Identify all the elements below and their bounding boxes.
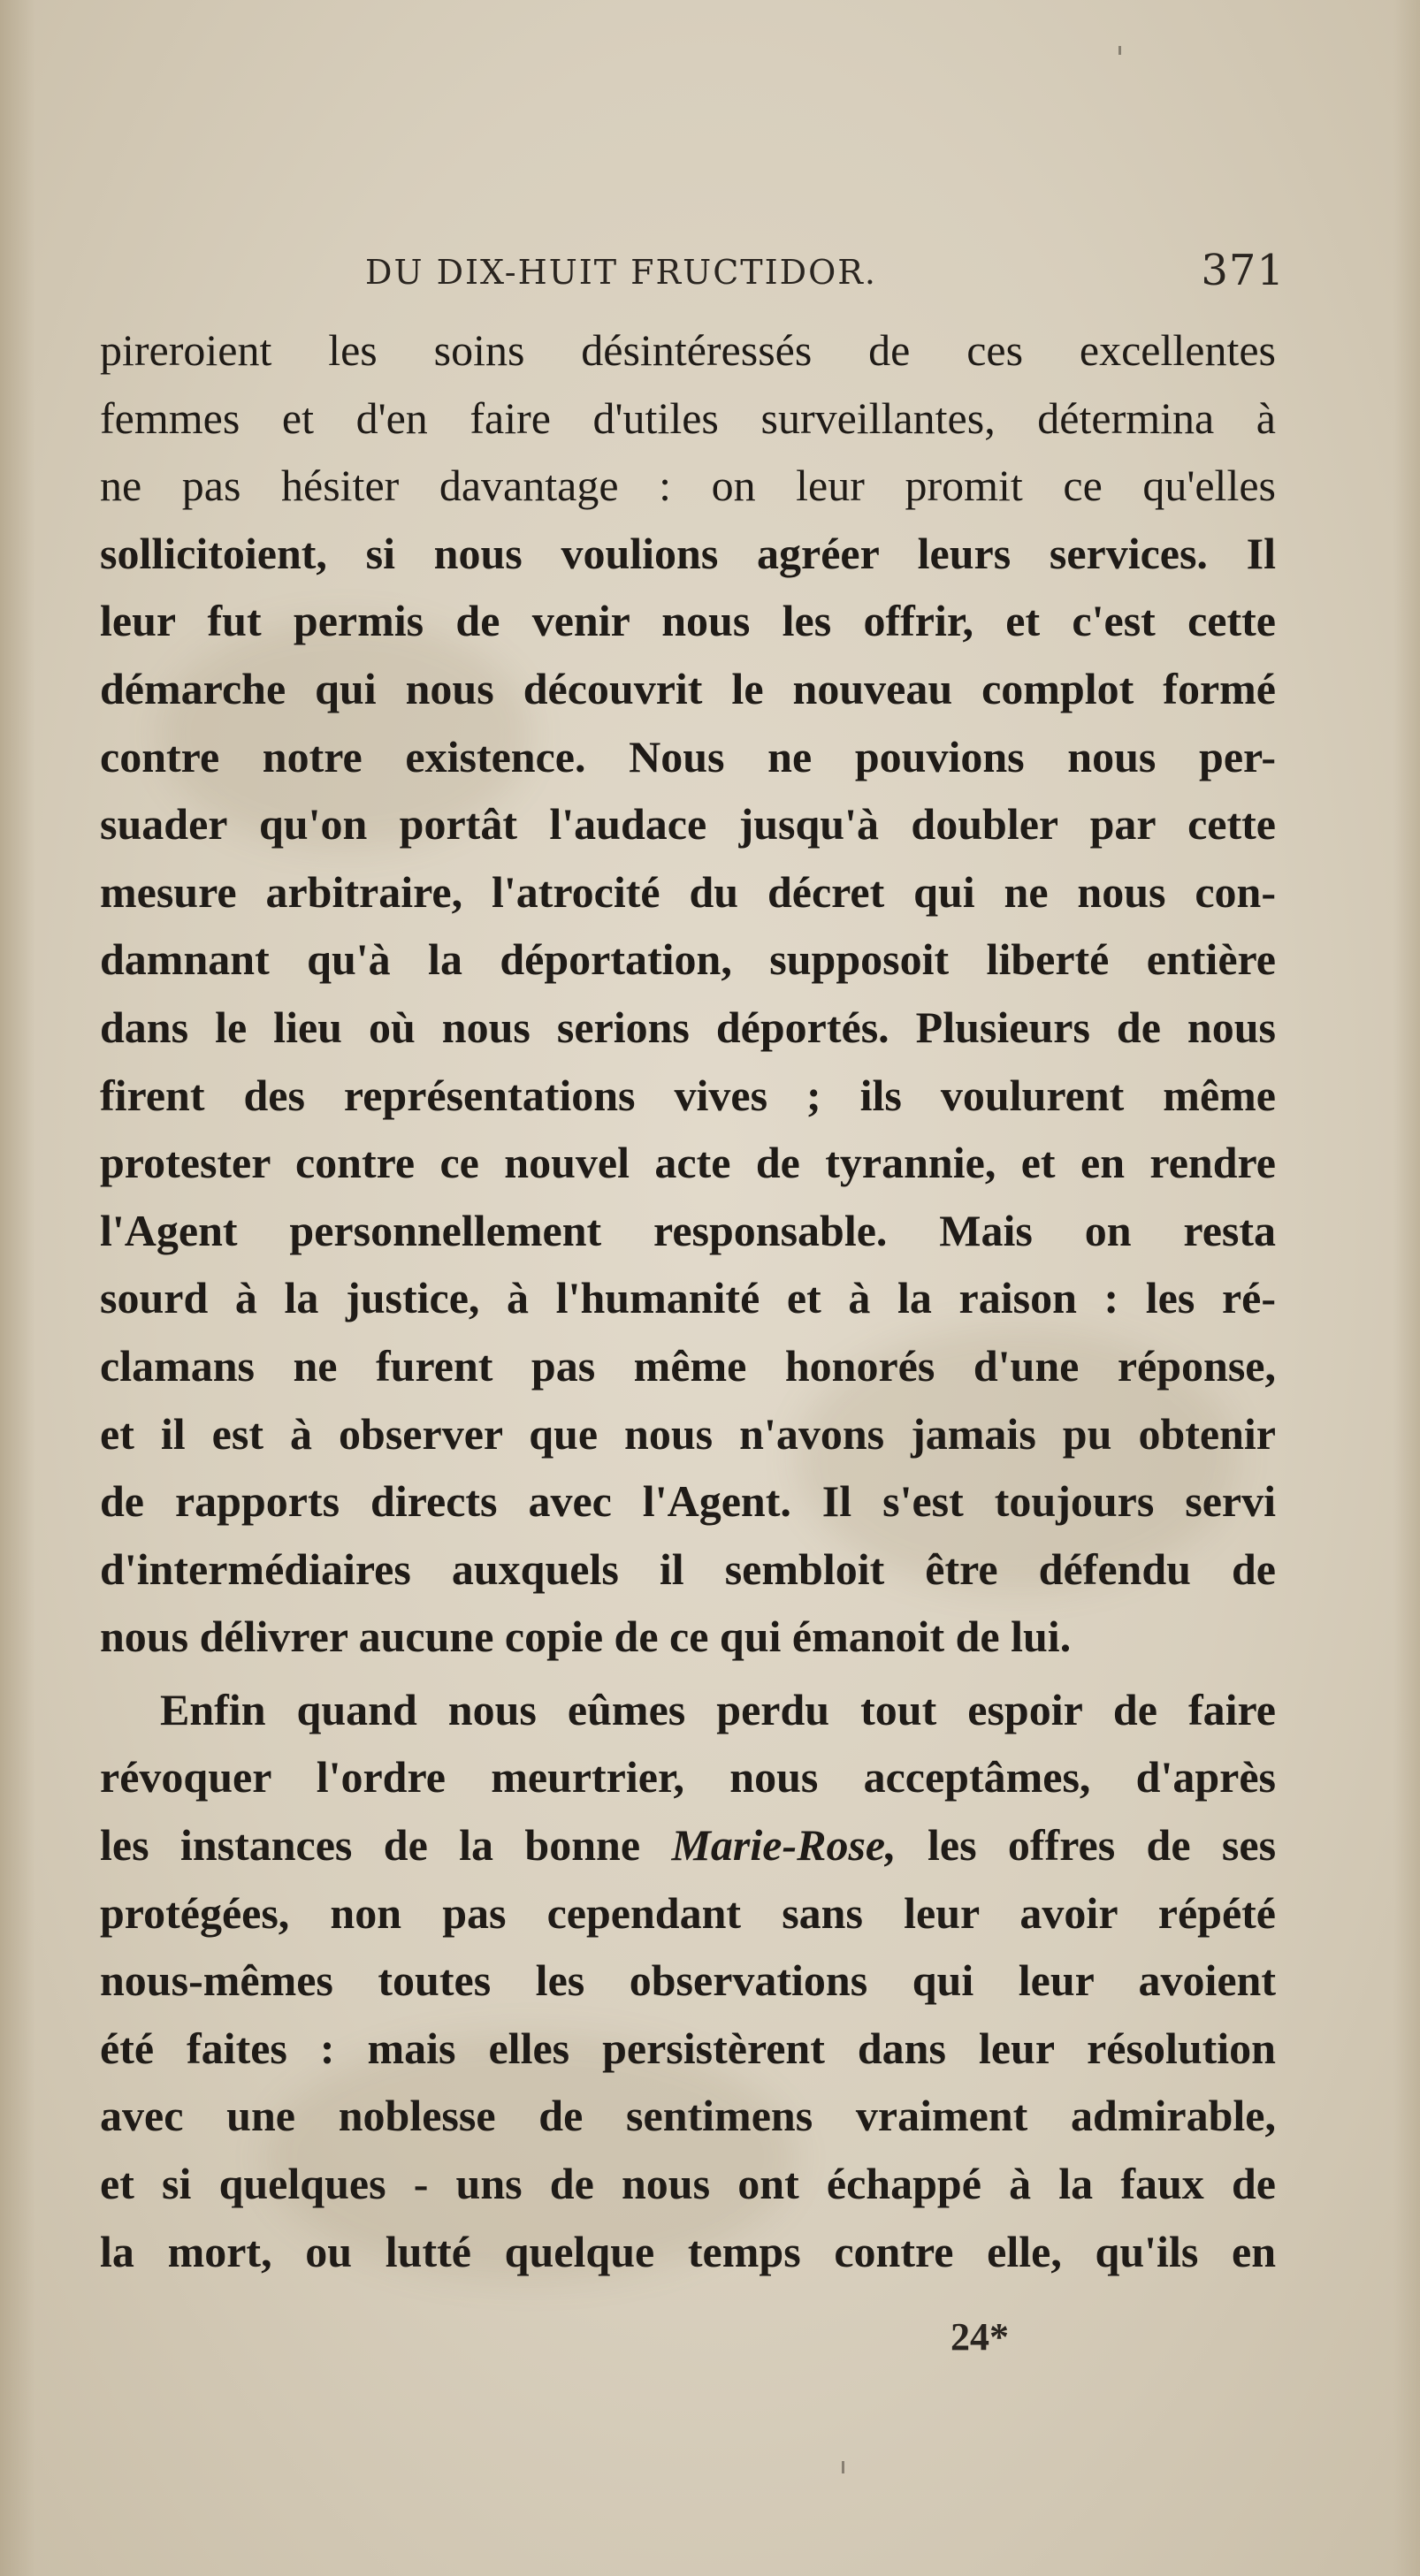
text-line: leur fut permis de venir nous les offrir, et c'est cette: [100, 596, 1276, 646]
text-line: firent des représentations vives ; ils voulurent même: [100, 1070, 1276, 1120]
running-title: DU DIX-HUIT FRUCTIDOR.: [365, 253, 877, 292]
text-line: avec une noblesse de sentimens vraiment admirable,: [100, 2091, 1276, 2141]
page-header: [100, 237, 1285, 299]
text-line: dans le lieu où nous serions déportés. Plusieurs de nous: [100, 1002, 1276, 1052]
text-line: ne pas hésiter davantage : on leur promit ce qu'elles: [100, 461, 1276, 511]
text-line: l'Agent personnellement responsable. Mais on resta: [100, 1205, 1276, 1255]
page-edge-shadow-right: [1393, 0, 1420, 2576]
text-line: la mort, ou lutté quelque temps contre elle, qu'ils en: [100, 2226, 1276, 2276]
paper-mark: [1118, 46, 1121, 55]
text-line: suader qu'on portât l'audace jusqu'à doubler par cette: [100, 799, 1276, 850]
page-number: 371: [1201, 246, 1285, 295]
text-line: de rapports directs avec l'Agent. Il s'est toujours servi: [100, 1476, 1276, 1527]
text-line: femmes et d'en faire d'utiles surveillantes, détermina à: [100, 392, 1276, 443]
text-line: [100, 1811, 1276, 1879]
page-edge-shadow-left: [0, 0, 35, 2576]
text-line: Enfin quand nous eûmes perdu tout espoir de faire: [160, 1684, 1276, 1734]
text-line: mesure arbitraire, l'atrocité du décret qui ne nous con-: [100, 866, 1276, 917]
text-run: les instances de la bonne: [100, 1820, 641, 1871]
text-line: damnant qu'à la déportation, supposoit liberté entière: [100, 934, 1276, 985]
text-line: et il est à observer que nous n'avons jamais pu obtenir: [100, 1408, 1276, 1459]
text-line: sollicitoient, si nous voulions agréer leurs services. Il: [100, 528, 1276, 578]
text-line: contre notre existence. Nous ne pouvions nous per-: [100, 731, 1276, 781]
text-run: les offres de ses: [927, 1820, 1276, 1871]
text-line: démarche qui nous découvrit le nouveau complot formé: [100, 663, 1276, 713]
text-line: nous délivrer aucune copie de ce qui émanoit de lui.: [100, 1612, 1072, 1662]
body-text: [100, 316, 1276, 2285]
signature-mark: 24*: [950, 2315, 1009, 2359]
paper-mark: [842, 2461, 844, 2473]
text-line: été faites : mais elles persistèrent dans leur résolution: [100, 2023, 1276, 2073]
text-line: pireroient les soins désintéressés de ces excellentes: [100, 325, 1276, 375]
text-line: d'intermédiaires auxquels il sembloit être défendu de: [100, 1543, 1276, 1594]
text-line: protégées, non pas cependant sans leur avoir répété: [100, 1887, 1276, 1938]
text-line: révoquer l'ordre meurtrier, nous acceptâmes, d'après: [100, 1752, 1276, 1802]
text-line: sourd à la justice, à l'humanité et à la raison : les ré-: [100, 1273, 1276, 1323]
text-line: nous-mêmes toutes les observations qui leur avoient: [100, 1955, 1276, 2006]
italic-name: Marie-Rose,: [671, 1820, 897, 1871]
text-line: protester contre ce nouvel acte de tyrannie, et en rendre: [100, 1138, 1276, 1188]
text-line: clamans ne furent pas même honorés d'une réponse,: [100, 1340, 1276, 1391]
text-line: et si quelques - uns de nous ont échappé à la faux de: [100, 2159, 1276, 2209]
